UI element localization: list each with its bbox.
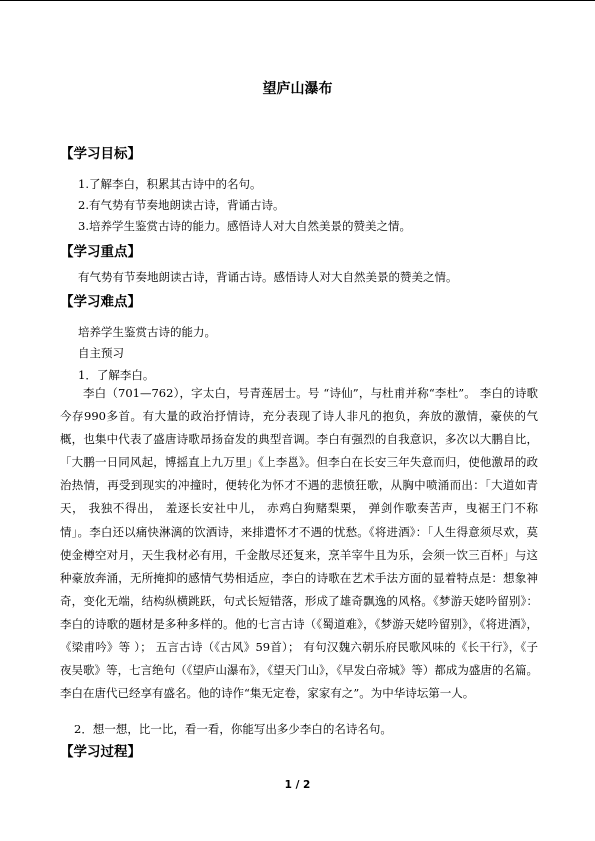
difficulties-text: 培养学生鉴赏古诗的能力。: [78, 325, 216, 339]
heading-key-points: 【学习重点】: [60, 244, 141, 260]
heading-objectives: 【学习目标】: [60, 146, 141, 162]
objective-item-1: 1.了解李白，积累其古诗中的名句。: [78, 177, 262, 191]
objective-item-3: 3.培养学生鉴赏古诗的能力。感悟诗人对大自然美景的赞美之情。: [78, 219, 411, 233]
heading-difficulties: 【学习难点】: [60, 294, 141, 310]
document-title: 望庐山瀑布: [262, 81, 333, 97]
preview-label: 自主预习: [78, 346, 124, 360]
header-rule: [0, 0, 595, 1]
item2-text: 2．想一想，比一比，看一看，你能写出多少李白的名诗名句。: [74, 722, 392, 736]
item1-title: 1．了解李白。: [78, 368, 155, 382]
li-bai-biography: 李白（701—762），字太白，号青莲居士。号 “诗仙”，与杜甫并称“李杜”。 李白的诗歌今存990多首。有大量的政治抒情诗，充分表现了诗人非凡的抱负，奔放的激情，豪侠的气概，也集中代表了盛唐诗歌昂扬奋发的典型音调。李白有强烈的自我意识，多次以大鹏自比，「大鹏一日同风起，博摇直上九万里」《上李邕》。但李白在长安三年失意而归，使他激昂的政治热情，再受到现实的冲撞时，便转化为怀才不遇的悲愤狂歌，从胸中喷涌而出：「大道如青天， 我独不得出， 羞逐长安社中儿， 赤鸡白狗赌梨栗， 弹剑作歌奏苦声，曳裾王门不称情」。李白还以痛快淋漓的饮酒诗，来排遣怀才不遇的忧愁。《将进酒》：「人生得意须尽欢，莫使金樽空对月，天生我材必有用，千金散尽还复来，烹羊宰牛且为乐，会须一饮三百杯」与这种豪放奔涌，无所掩抑的感情气势相适应，李白的诗歌在艺术手法方面的显着特点是：想象神奇，变化无端，结构纵横跳跃，句式长短错落，形成了雄奇飘逸的风格。《梦游天姥吟留别》：李白的诗歌的题材是多种多样的。他的七言古诗（《蜀道难》，《梦游天姥吟留别》，《将进酒》，《梁甫吟》等 ）； 五言古诗（《古风》59首）； 有句汉魏六朝乐府民歌风味的《长干行》，《子夜吴歌》等，七言绝句（《望庐山瀑布》，《望天门山》，《早发白帝城》等）都成为盛唐的名篇。李白在唐代已经享有盛名。他的诗作“集无定卷，家家有之”。为中华诗坛第一人。: [60, 386, 538, 701]
objective-item-2: 2.有气势有节奏地朗读古诗，背诵古诗。: [78, 198, 285, 212]
heading-process: 【学习过程】: [60, 744, 141, 760]
page-number: 1 / 2: [284, 779, 311, 791]
key-points-text: 有气势有节奏地朗读古诗，背诵古诗。感悟诗人对大自然美景的赞美之情。: [78, 270, 458, 284]
